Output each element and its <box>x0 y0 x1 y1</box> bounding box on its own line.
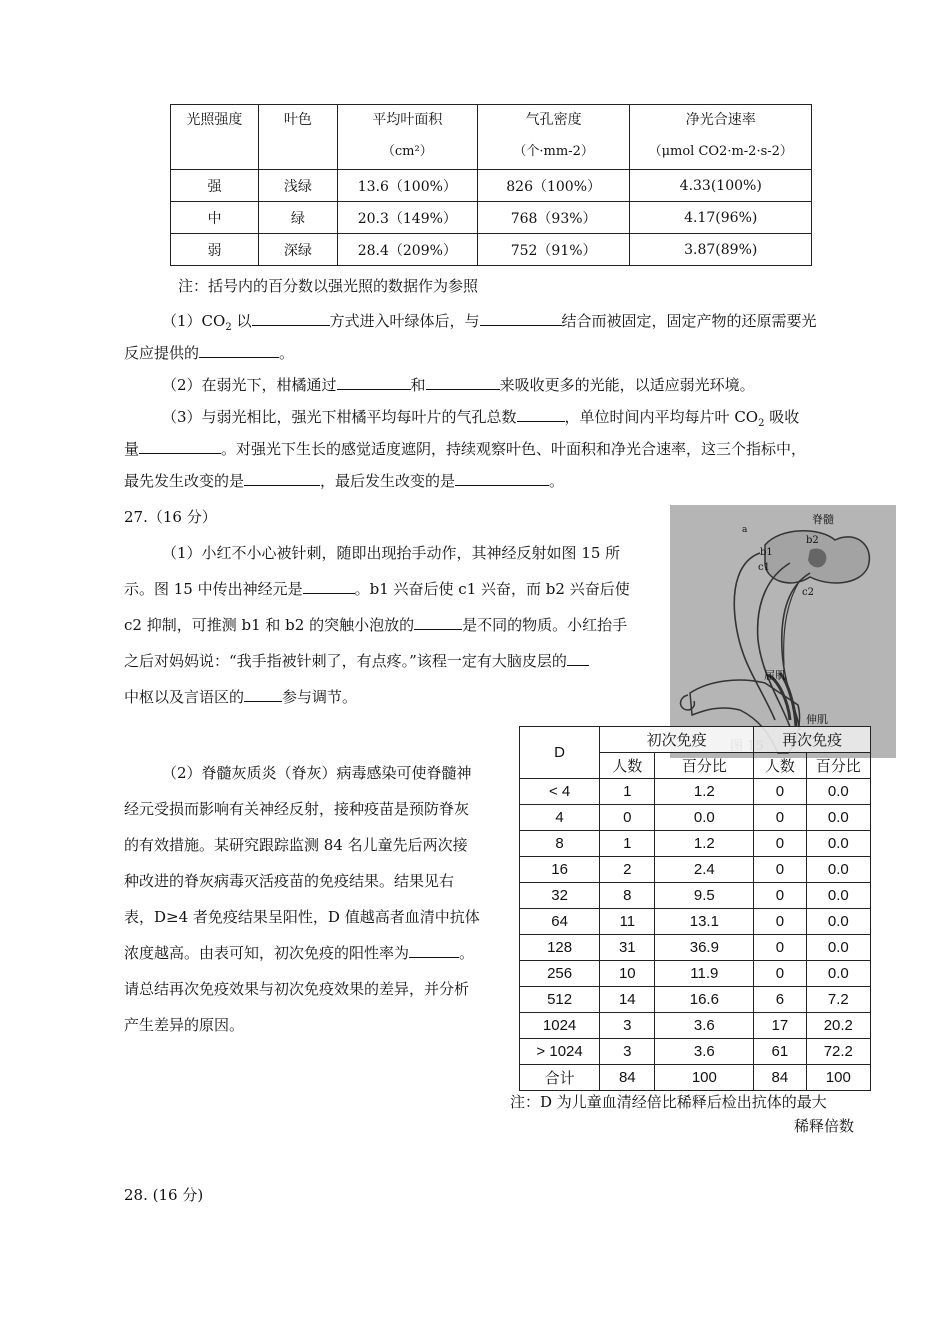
answer-blank[interactable] <box>409 943 459 958</box>
table-row: > 1024 3 3.6 61 72.2 <box>520 1039 871 1065</box>
answer-blank[interactable] <box>199 343 279 358</box>
header-cell: 叶色 <box>258 105 337 170</box>
answer-blank[interactable] <box>480 311 562 326</box>
answer-blank[interactable] <box>139 439 221 454</box>
question-1-cont: 反应提供的 。 <box>124 344 295 362</box>
table-row: 256 10 11.9 0 0.0 <box>520 961 871 987</box>
table-row: 弱 深绿 28.4（209%） 752（91%） 3.87(89%) <box>171 234 812 266</box>
table-note: 注：括号内的百分数以强光照的数据作为参照 <box>178 277 479 295</box>
question-27-part-2: （2）脊髓灰质炎（脊灰）病毒感染可使脊髓神 经元受损而影响有关神经反射，接种疫苗是预防脊灰 的有效措施。某研究跟踪监测 84 名儿童先后两次接 种改进的脊灰病毒灭活疫苗的免疫结果。结果见右 表，D≥4 者免疫结果呈阳性，D 值越高者血清中抗体 浓度越高。由表可知，初次免疫的阳性率为 。 请总结再次免疫效果与初次免疫效果的差异，并分析 产生差异的原因。 <box>124 764 480 1034</box>
answer-blank[interactable] <box>337 375 411 390</box>
question-3: （3）与弱光相比，强光下柑橘平均每叶片的气孔总数 ，单位时间内平均每片叶 $CO_2$ 吸收 <box>162 408 800 429</box>
table-row: 中 绿 20.3（149%） 768（93%） 4.17(96%) <box>171 202 812 234</box>
answer-blank[interactable] <box>303 579 355 594</box>
answer-blank[interactable] <box>414 615 462 630</box>
table-note: 注：D 为儿童血清经倍比稀释后检出抗体的最大 <box>510 1093 827 1111</box>
header-cell: 光照强度 <box>171 105 259 170</box>
reflex-arc-figure: 脊髓 a b1 b2 c1 c2 屈肌 伸肌 <box>670 505 896 758</box>
answer-blank[interactable] <box>567 651 589 666</box>
header-cell: 净光合速率 （μmol CO2·m-2·s-2） <box>630 105 812 170</box>
immunization-results-table: D 初次免疫 再次免疫 人数 百分比 人数 百分比 < 4 1 1.2 0 0.0 4 0 0.0 0 0.0 8 1 1.2 0 0.0 16 2 2.4 0 0.0 32 8 9.5 0 0.0 64 11 13.1 0 0.0 128 31 36.9 0 0.0 256 10 11.9 0 0.0 512 14 16.6 6 7.2 1024 3 3.6 17 20.2 > 1024 3 3.6 61 72.2 合计 84 100 84 100 <box>519 726 871 1091</box>
question-1: $(1)CO_2$ 以 方式进入叶绿体后，与 结合而被固定，固定产物的还原需要光 <box>162 312 817 333</box>
table-row: < 4 1 1.2 0 0.0 <box>520 779 871 805</box>
question-3-cont: 量 。对强光下生长的感觉适度遮阴，持续观察叶色、叶面积和净光合速率，这三个指标中， <box>124 440 807 458</box>
light-intensity-table <box>170 104 812 266</box>
question-27-title: 27.（16 分） <box>124 508 217 526</box>
table-row: 1024 3 3.6 17 20.2 <box>520 1013 871 1039</box>
question-3-cont2: 最先发生改变的是 ，最后发生改变的是 。 <box>124 472 565 490</box>
table-row: 8 1 1.2 0 0.0 <box>520 831 871 857</box>
answer-blank[interactable] <box>455 471 549 486</box>
header-cell: 平均叶面积 （cm²） <box>337 105 477 170</box>
question-28-title: 28. (16 分) <box>124 1186 204 1204</box>
header-cell: 气孔密度 （个·mm-2） <box>477 105 630 170</box>
table-row: 16 2 2.4 0 0.0 <box>520 857 871 883</box>
question-27-part-1: （1）小红不小心被针刺，随即出现抬手动作，其神经反射如图 15 所 示。图 15 中传出神经元是 。b1 兴奋后使 c1 兴奋，而 b2 兴奋后使 c2 抑制，可推测 b1 和 b2 的突触小泡放的 是不同的物质。小红抬手 之后对妈妈说：“我手指被针刺了，有点疼。”该程一定有大脑皮层的 中枢以及言语区的 参与调节。 <box>124 544 630 706</box>
answer-blank[interactable] <box>244 687 282 702</box>
table-note-cont: 稀释倍数 <box>794 1117 855 1135</box>
table-row: 64 11 13.1 0 0.0 <box>520 909 871 935</box>
answer-blank[interactable] <box>426 375 500 390</box>
table-row: 强 浅绿 13.6（100%） 826（100%） 4.33(100%) <box>171 170 812 202</box>
answer-blank[interactable] <box>244 471 320 486</box>
table-row: 合计 84 100 84 100 <box>520 1065 871 1091</box>
answer-blank[interactable] <box>252 311 330 326</box>
table-row: 4 0 0.0 0 0.0 <box>520 805 871 831</box>
reflex-arc-diagram <box>670 505 896 758</box>
table-row: 512 14 16.6 6 7.2 <box>520 987 871 1013</box>
answer-blank[interactable] <box>517 407 565 422</box>
table-row: 32 8 9.5 0 0.0 <box>520 883 871 909</box>
table-row: 128 31 36.9 0 0.0 <box>520 935 871 961</box>
question-2: （2）在弱光下，柑橘通过 和 来吸收更多的光能，以适应弱光环境。 <box>162 376 755 394</box>
